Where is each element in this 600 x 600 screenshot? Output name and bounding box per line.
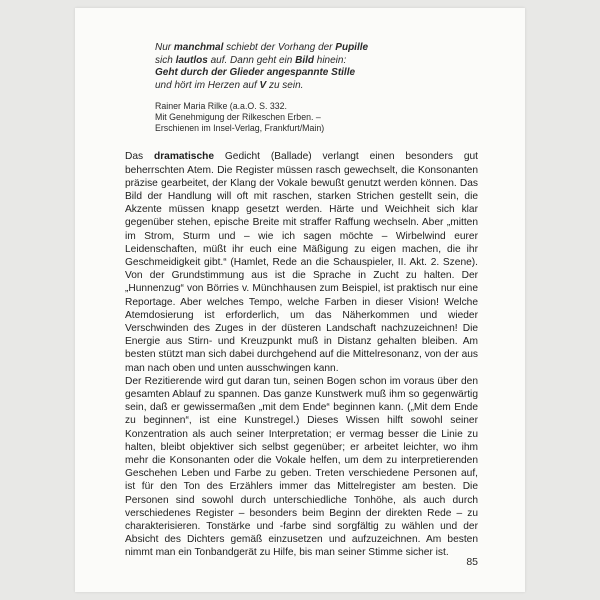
body-text-segment: Gedicht (Ballade) verlangt einen besonders gut beherrschten Atem. Die Register müssen rasch gewechselt, die Konsonanten präzise gearbeitet, der Klang der Vokale bewußt genutzt werden können. Das Bild der Handlung will oft mit raschen, starken Strichen gestellt sein, die Akzente müssen knapp gesetzt werden. Härte und Weichheit sich klar gegenüber stehen, epische Breite mit straffer Raffung wechseln. Aber „mitten im Strom, Sturm und – wie ich sagen möchte – Wirbelwind eurer Leidenschaften, müßt ihr euch eine Mäßigung zu eigen machen, die ihr Geschmeidigkeit gibt.“ (Hamlet, Rede an die Schauspieler, II. Akt. 2. Szene). Von der Grundstimmung aus ist die Sprache in Zucht zu halten. Der „Hunnenzug“ von Börries v. Münchhausen zum Beispiel, ist praktisch nur eine Reportage. Aber welches Tempo, welche Farben in dieser Vision! Welche Atemdosierung ist erforderlich, um das Näherkommen und wieder Verschwinden des Zuges in der düsteren Landschaft nachzuzeichnen! Die Energie aus Stirn- und Kreuzpunkt muß in Distanz gehalten bleiben. Am besten stützt man sich dabei durchgehend auf die Mittelresonanz, von der aus man nach oben und unten ausschwingen kann. [125,151,478,374]
poem-line [155,67,525,80]
attribution-line: Mit Genehmigung der Rilkeschen Erben. – [155,111,321,122]
attribution-line: Erschienen im Insel-Verlag, Frankfurt/Main) [155,122,325,133]
poem-text-bold: lautlos [175,54,208,66]
poem-text: zu sein. [268,79,304,91]
poem-text-bold: Geht durch der Glieder angespannte Stille [155,67,356,78]
poem-text: schiebt der Vorhang der [223,42,336,53]
paragraph [125,150,478,374]
attribution-line: Rainer Maria Rilke (a.a.O. S. 332. [155,101,288,111]
poem-text: Nur [155,42,174,53]
poem-text-bold: V [259,79,269,91]
poem-text-bold: Pupille [335,42,369,53]
poem-line [155,55,525,68]
poem-text-bold: manchmal [173,42,224,53]
poem-text: und hört im Herzen auf [155,79,260,91]
poem-text: auf. Dann geht ein [207,54,296,66]
attribution [155,101,525,133]
poem-line [155,80,525,93]
poem-text-bold: Bild [295,54,314,66]
poem-quote [155,42,525,92]
body-text-segment: Das [125,151,154,163]
poem-text: sich [155,54,176,66]
body-text [125,150,478,559]
paragraph [125,375,478,560]
body-text-segment-bold: dramatische [153,151,215,163]
page-number: 85 [466,556,478,568]
book-page [75,8,525,592]
poem-line [155,42,525,55]
body-text-segment: Der Rezitierende wird gut daran tun, seinen Bogen schon im voraus über den gesamten Ablauf zu spannen. Das ganze Kunstwerk muß ihm so gegenwärtig sein, daß er gewissermaßen „mit dem Ende“ beginnen kann. („Mit dem Ende zu beginnen“, ist eine Kunstregel.) Dieses Wissen hilft sowohl seiner Konzentration als auch seiner Interpretation; er vermag besser die Linie zu halten, bleibt objektiver sich selbst gegenüber; er arbeitet leichter, wo ihm mehr die Konsonanten oder die Vokale helfen, um dem zu interpretierenden Geschehen Leben und Farbe zu geben. Treten verschiedene Personen auf, ist für den Ton des Erzählers immer das Mittelregister am besten. Die Personen sind sowohl durch unterschiedliche Tonhöhe, als auch durch verschiedenes Register – besonders beim Beginn der direkten Rede – zu charakterisieren. Tonstärke und -farbe sind sorgfältig zu wählen und der Absicht des Dichters gemäß einzusetzen und aufzuzeichnen. Am besten nimmt man ein Tonbandgerät zu Hilfe, bis man seiner Stimme sicher ist. [125,375,478,559]
poem-text: hinein: [313,54,347,66]
